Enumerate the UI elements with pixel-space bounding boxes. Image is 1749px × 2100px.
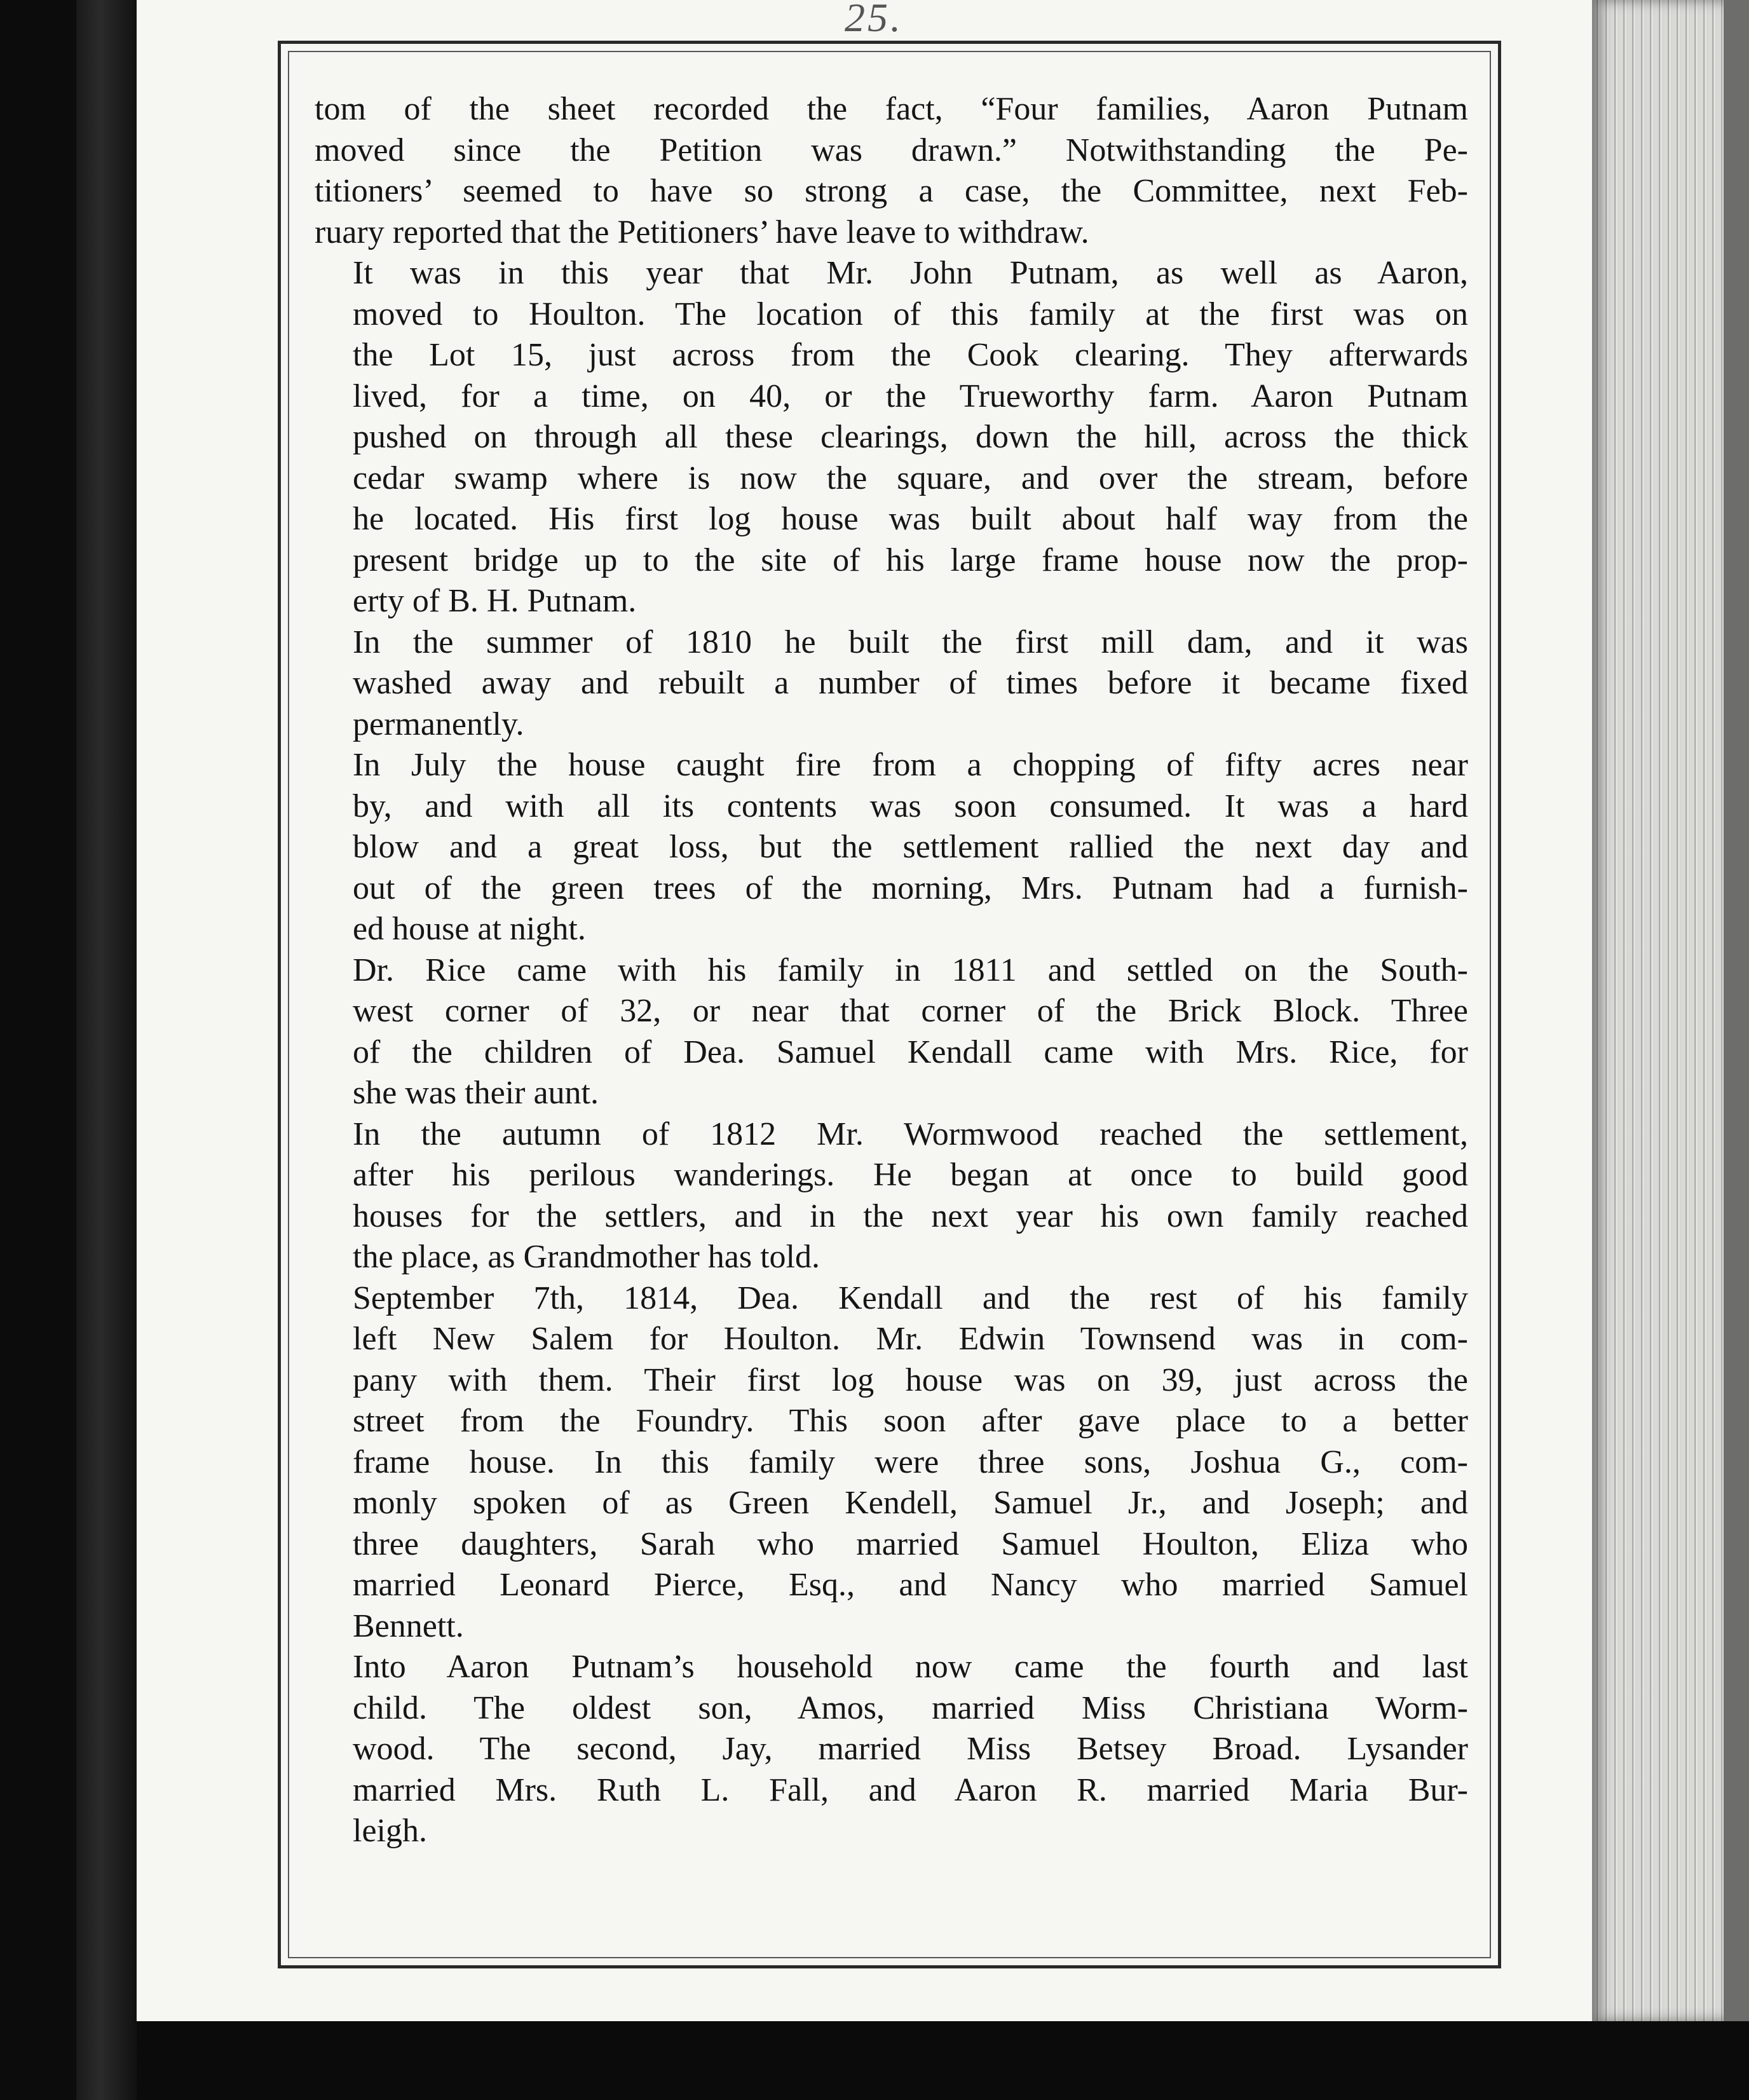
paragraph: [315, 745, 1468, 950]
text-line: In July the house caught fire from a chopping of fifty acres near: [353, 747, 1468, 783]
text-line: frame house. In this family were three sons, Joshua G., com-: [353, 1443, 1468, 1480]
text-line: titioners’ seemed to have so strong a case, the Committee, next Feb-: [315, 173, 1468, 209]
text-line: lived, for a time, on 40, or the Trueworthy farm. Aaron Putnam: [353, 378, 1468, 414]
book-gutter-shadow: [76, 0, 137, 2100]
text-line: tom of the sheet recorded the fact, “Four families, Aaron Putnam: [315, 91, 1468, 127]
text-line: It was in this year that Mr. John Putnam, as well as Aaron,: [353, 255, 1468, 291]
text-line: ed house at night.: [353, 911, 586, 947]
text-line: erty of B. H. Putnam.: [353, 583, 637, 619]
paragraph: [315, 950, 1468, 1114]
text-line: moved since the Petition was drawn.” Notwithstanding the Pe-: [315, 132, 1468, 168]
book-binding-left-edge: [0, 0, 137, 2100]
text-line: the place, as Grandmother has told.: [353, 1239, 820, 1275]
text-line: In the summer of 1810 he built the first mill dam, and it was: [353, 624, 1468, 660]
text-line: monly spoken of as Green Kendell, Samuel Jr., and Joseph; and: [353, 1485, 1468, 1521]
text-line: ruary reported that the Petitioners’ have leave to withdraw.: [315, 214, 1089, 250]
text-line: wood. The second, Jay, married Miss Betsey Broad. Lysander: [353, 1731, 1468, 1767]
text-line: houses for the settlers, and in the next year his own family reached: [353, 1197, 1468, 1234]
paragraph: [315, 622, 1468, 746]
text-line: Bennett.: [353, 1607, 464, 1644]
text-line: married Mrs. Ruth L. Fall, and Aaron R. married Maria Bur-: [353, 1771, 1468, 1808]
text-line: street from the Foundry. This soon after gave place to a better: [353, 1403, 1468, 1439]
text-line: pushed on through all these clearings, down the hill, across the thick: [353, 419, 1468, 455]
text-line: September 7th, 1814, Dea. Kendall and the rest of his family: [353, 1279, 1468, 1316]
paragraph: [315, 253, 1468, 622]
text-line: moved to Houlton. The location of this family at the first was on: [353, 296, 1468, 332]
text-line: by, and with all its contents was soon consumed. It was a hard: [353, 788, 1468, 824]
book-bottom-shadow: [137, 2021, 1749, 2100]
text-line: Dr. Rice came with his family in 1811 and settled on the South-: [353, 951, 1468, 988]
text-line: Into Aaron Putnam’s household now came the fourth and last: [353, 1649, 1468, 1685]
text-line: left New Salem for Houlton. Mr. Edwin Townsend was in com-: [353, 1321, 1468, 1357]
text-line: after his perilous wanderings. He began at once to build good: [353, 1157, 1468, 1193]
text-line: child. The oldest son, Amos, married Miss Christiana Worm-: [353, 1689, 1468, 1726]
text-line: permanently.: [353, 706, 524, 742]
text-line: she was their aunt.: [353, 1075, 599, 1111]
paragraph: [315, 1278, 1468, 1647]
text-line: cedar swamp where is now the square, and over the stream, before: [353, 460, 1468, 496]
text-line: west corner of 32, or near that corner of the Brick Block. Three: [353, 993, 1468, 1029]
page-stack-edge: [1592, 0, 1749, 2021]
paragraph: [315, 89, 1468, 253]
page-number: 25.: [845, 0, 903, 36]
text-line: leigh.: [353, 1813, 427, 1849]
text-line: washed away and rebuilt a number of times before it became fixed: [353, 665, 1468, 701]
text-line: the Lot 15, just across from the Cook clearing. They afterwards: [353, 337, 1468, 373]
text-line: present bridge up to the site of his large frame house now the prop-: [353, 542, 1468, 578]
text-line: three daughters, Sarah who married Samuel Houlton, Eliza who: [353, 1525, 1468, 1562]
text-line: out of the green trees of the morning, Mrs. Putnam had a furnish-: [353, 869, 1468, 906]
text-line: he located. His first log house was built about half way from the: [353, 501, 1468, 537]
text-line: married Leonard Pierce, Esq., and Nancy who married Samuel: [353, 1567, 1468, 1603]
paragraph: [315, 1114, 1468, 1278]
page-body-text: [315, 89, 1468, 1852]
paragraph: [315, 1647, 1468, 1852]
text-line: of the children of Dea. Samuel Kendall came with Mrs. Rice, for: [353, 1033, 1468, 1070]
text-line: pany with them. Their first log house was on 39, just across the: [353, 1361, 1468, 1398]
text-line: In the autumn of 1812 Mr. Wormwood reached the settlement,: [353, 1115, 1468, 1152]
text-line: blow and a great loss, but the settlement rallied the next day and: [353, 829, 1468, 865]
